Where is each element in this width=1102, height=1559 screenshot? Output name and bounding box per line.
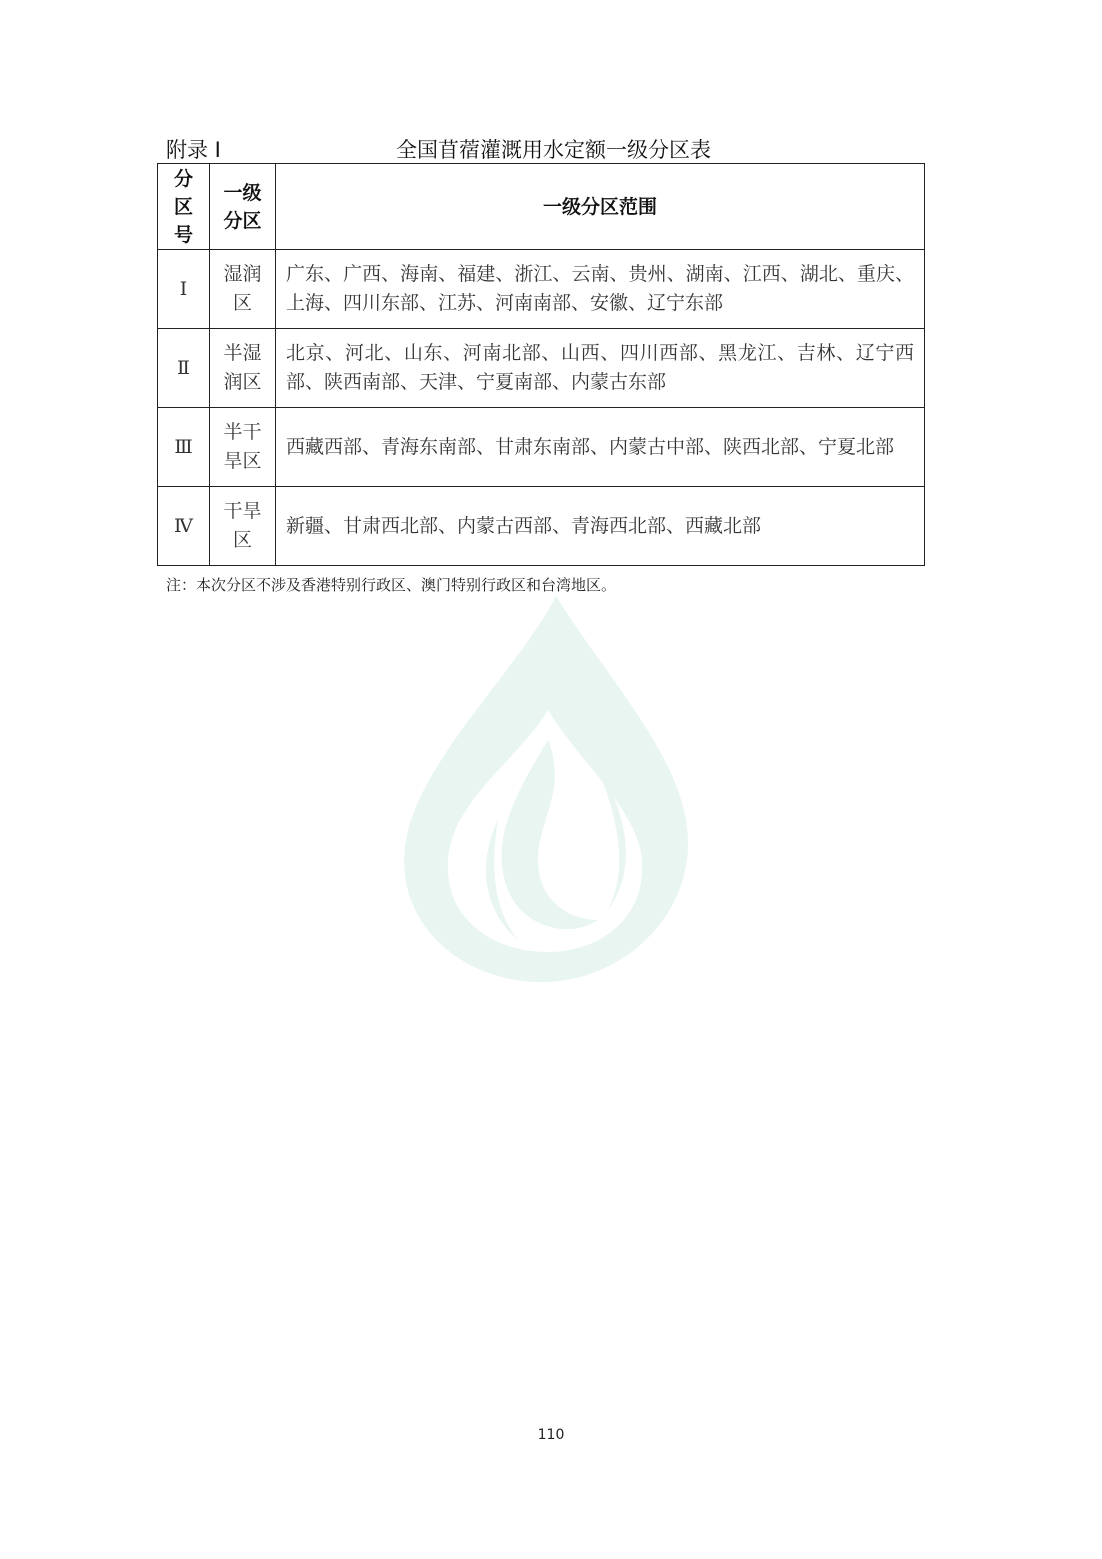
page-number: 110 (537, 1427, 565, 1443)
header-zone-no-label: 分区号 (173, 167, 193, 246)
zone-name (210, 329, 276, 408)
water-drop-watermark-icon (398, 590, 694, 986)
table-row (158, 250, 925, 329)
zone-number: Ⅰ (158, 250, 210, 329)
table-header-row (158, 164, 925, 250)
zone-range: 西藏西部、青海东南部、甘肃东南部、内蒙古中部、陕西北部、宁夏北部 (276, 408, 925, 487)
zone-range: 新疆、甘肃西北部、内蒙古西部、青海西北部、西藏北部 (276, 487, 925, 566)
table-title: 全国苜蓿灌溉用水定额一级分区表 (396, 138, 711, 162)
header-zone-name (210, 164, 276, 250)
header-zone-name-label: 一级分区 (223, 181, 262, 232)
zone-number: Ⅲ (158, 408, 210, 487)
zone-range: 北京、河北、山东、河南北部、山西、四川西部、黑龙江、吉林、辽宁西部、陕西南部、天津、宁夏南部、内蒙古东部 (276, 329, 925, 408)
zone-range: 广东、广西、海南、福建、浙江、云南、贵州、湖南、江西、湖北、重庆、上海、四川东部、江苏、河南南部、安徽、辽宁东部 (276, 250, 925, 329)
table-row (158, 408, 925, 487)
header-zone-no (158, 164, 210, 250)
zone-name (210, 250, 276, 329)
zone-name-text: 半湿润区 (223, 342, 262, 393)
zone-name-text: 湿润区 (223, 263, 262, 314)
header-zone-range: 一级分区范围 (276, 164, 925, 250)
zone-number: Ⅳ (158, 487, 210, 566)
zone-name-text: 半干旱区 (223, 421, 262, 472)
document-heading (166, 132, 926, 164)
zone-name-text: 干旱区 (223, 500, 262, 551)
zone-name (210, 408, 276, 487)
zone-table (157, 163, 925, 566)
table-row (158, 487, 925, 566)
zone-number: Ⅱ (158, 329, 210, 408)
table-row (158, 329, 925, 408)
zone-name (210, 487, 276, 566)
table-footnote: 注：本次分区不涉及香港特别行政区、澳门特别行政区和台湾地区。 (166, 576, 617, 594)
appendix-label: 附录 I (166, 138, 221, 162)
